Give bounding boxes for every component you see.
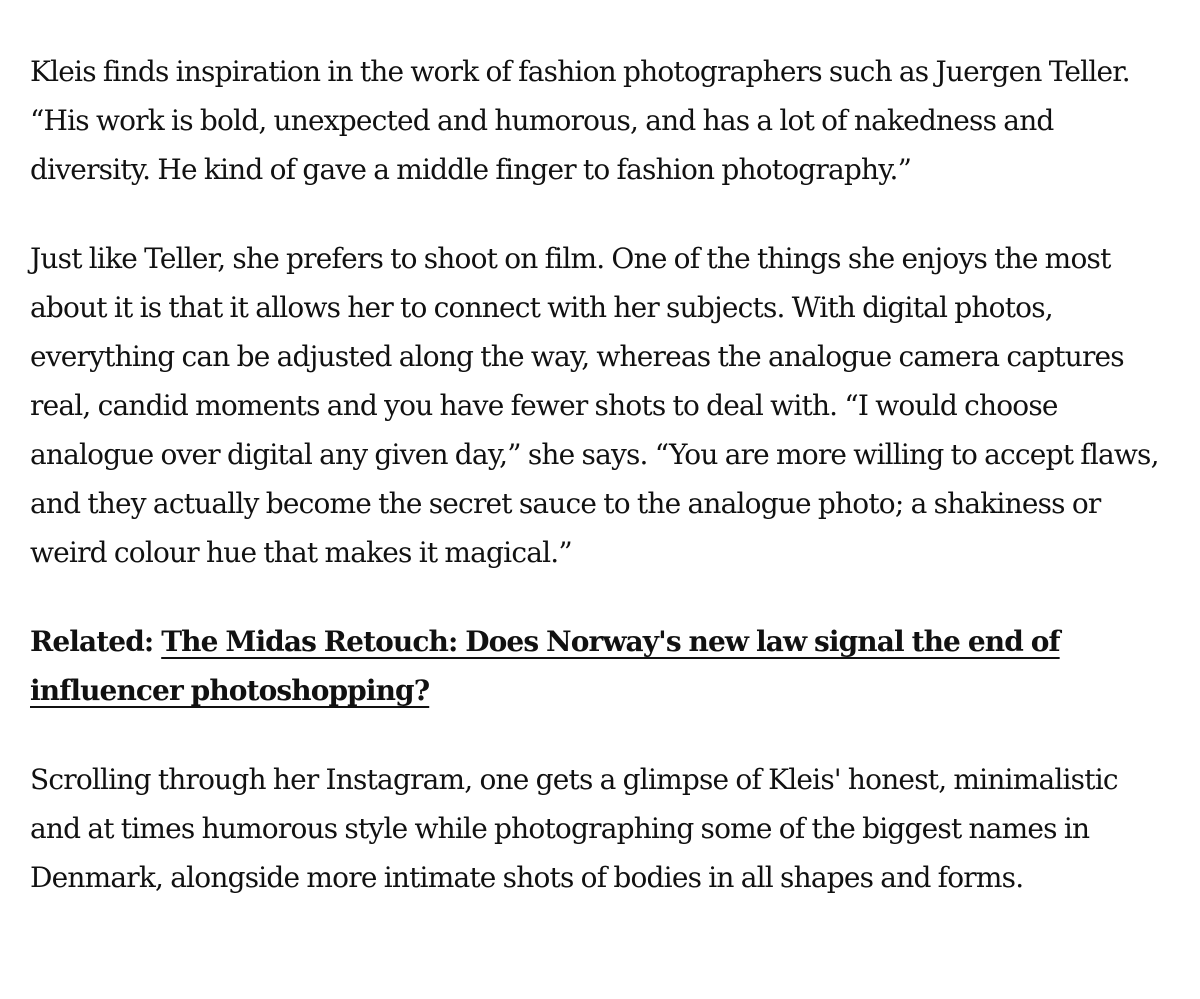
article-paragraph: Kleis finds inspiration in the work of fashion photographers such as Juergen Teller. “His work is bold, unexpected and humorous, and has a lot of nakedness and diversity. He kind of gave a middle finger to fashion photography.” [30, 55, 1130, 186]
related-article-link[interactable]: The Midas Retouch: Does Norway's new law signal the end of influencer photoshopping? [30, 625, 1060, 707]
related-label: Related: [30, 625, 162, 658]
related-article [30, 617, 1170, 715]
article-paragraph: Scrolling through her Instagram, one gets a glimpse of Kleis' honest, minimalistic and at times humorous style while photographing some of the biggest names in Denmark, alongside more intimate shots of bodies in all shapes and forms. [30, 763, 1118, 894]
article-paragraph: Just like Teller, she prefers to shoot on film. One of the things she enjoys the most about it is that it allows her to connect with her subjects. With digital photos, everything can be adjusted along the way, whereas the analogue camera captures real, candid moments and you have fewer shots to deal with. “I would choose analogue over digital any given day,” she says. “You are more willing to accept flaws, and they actually become the secret sauce to the analogue photo; a shakiness or weird colour hue that makes it magical.” [30, 242, 1159, 569]
